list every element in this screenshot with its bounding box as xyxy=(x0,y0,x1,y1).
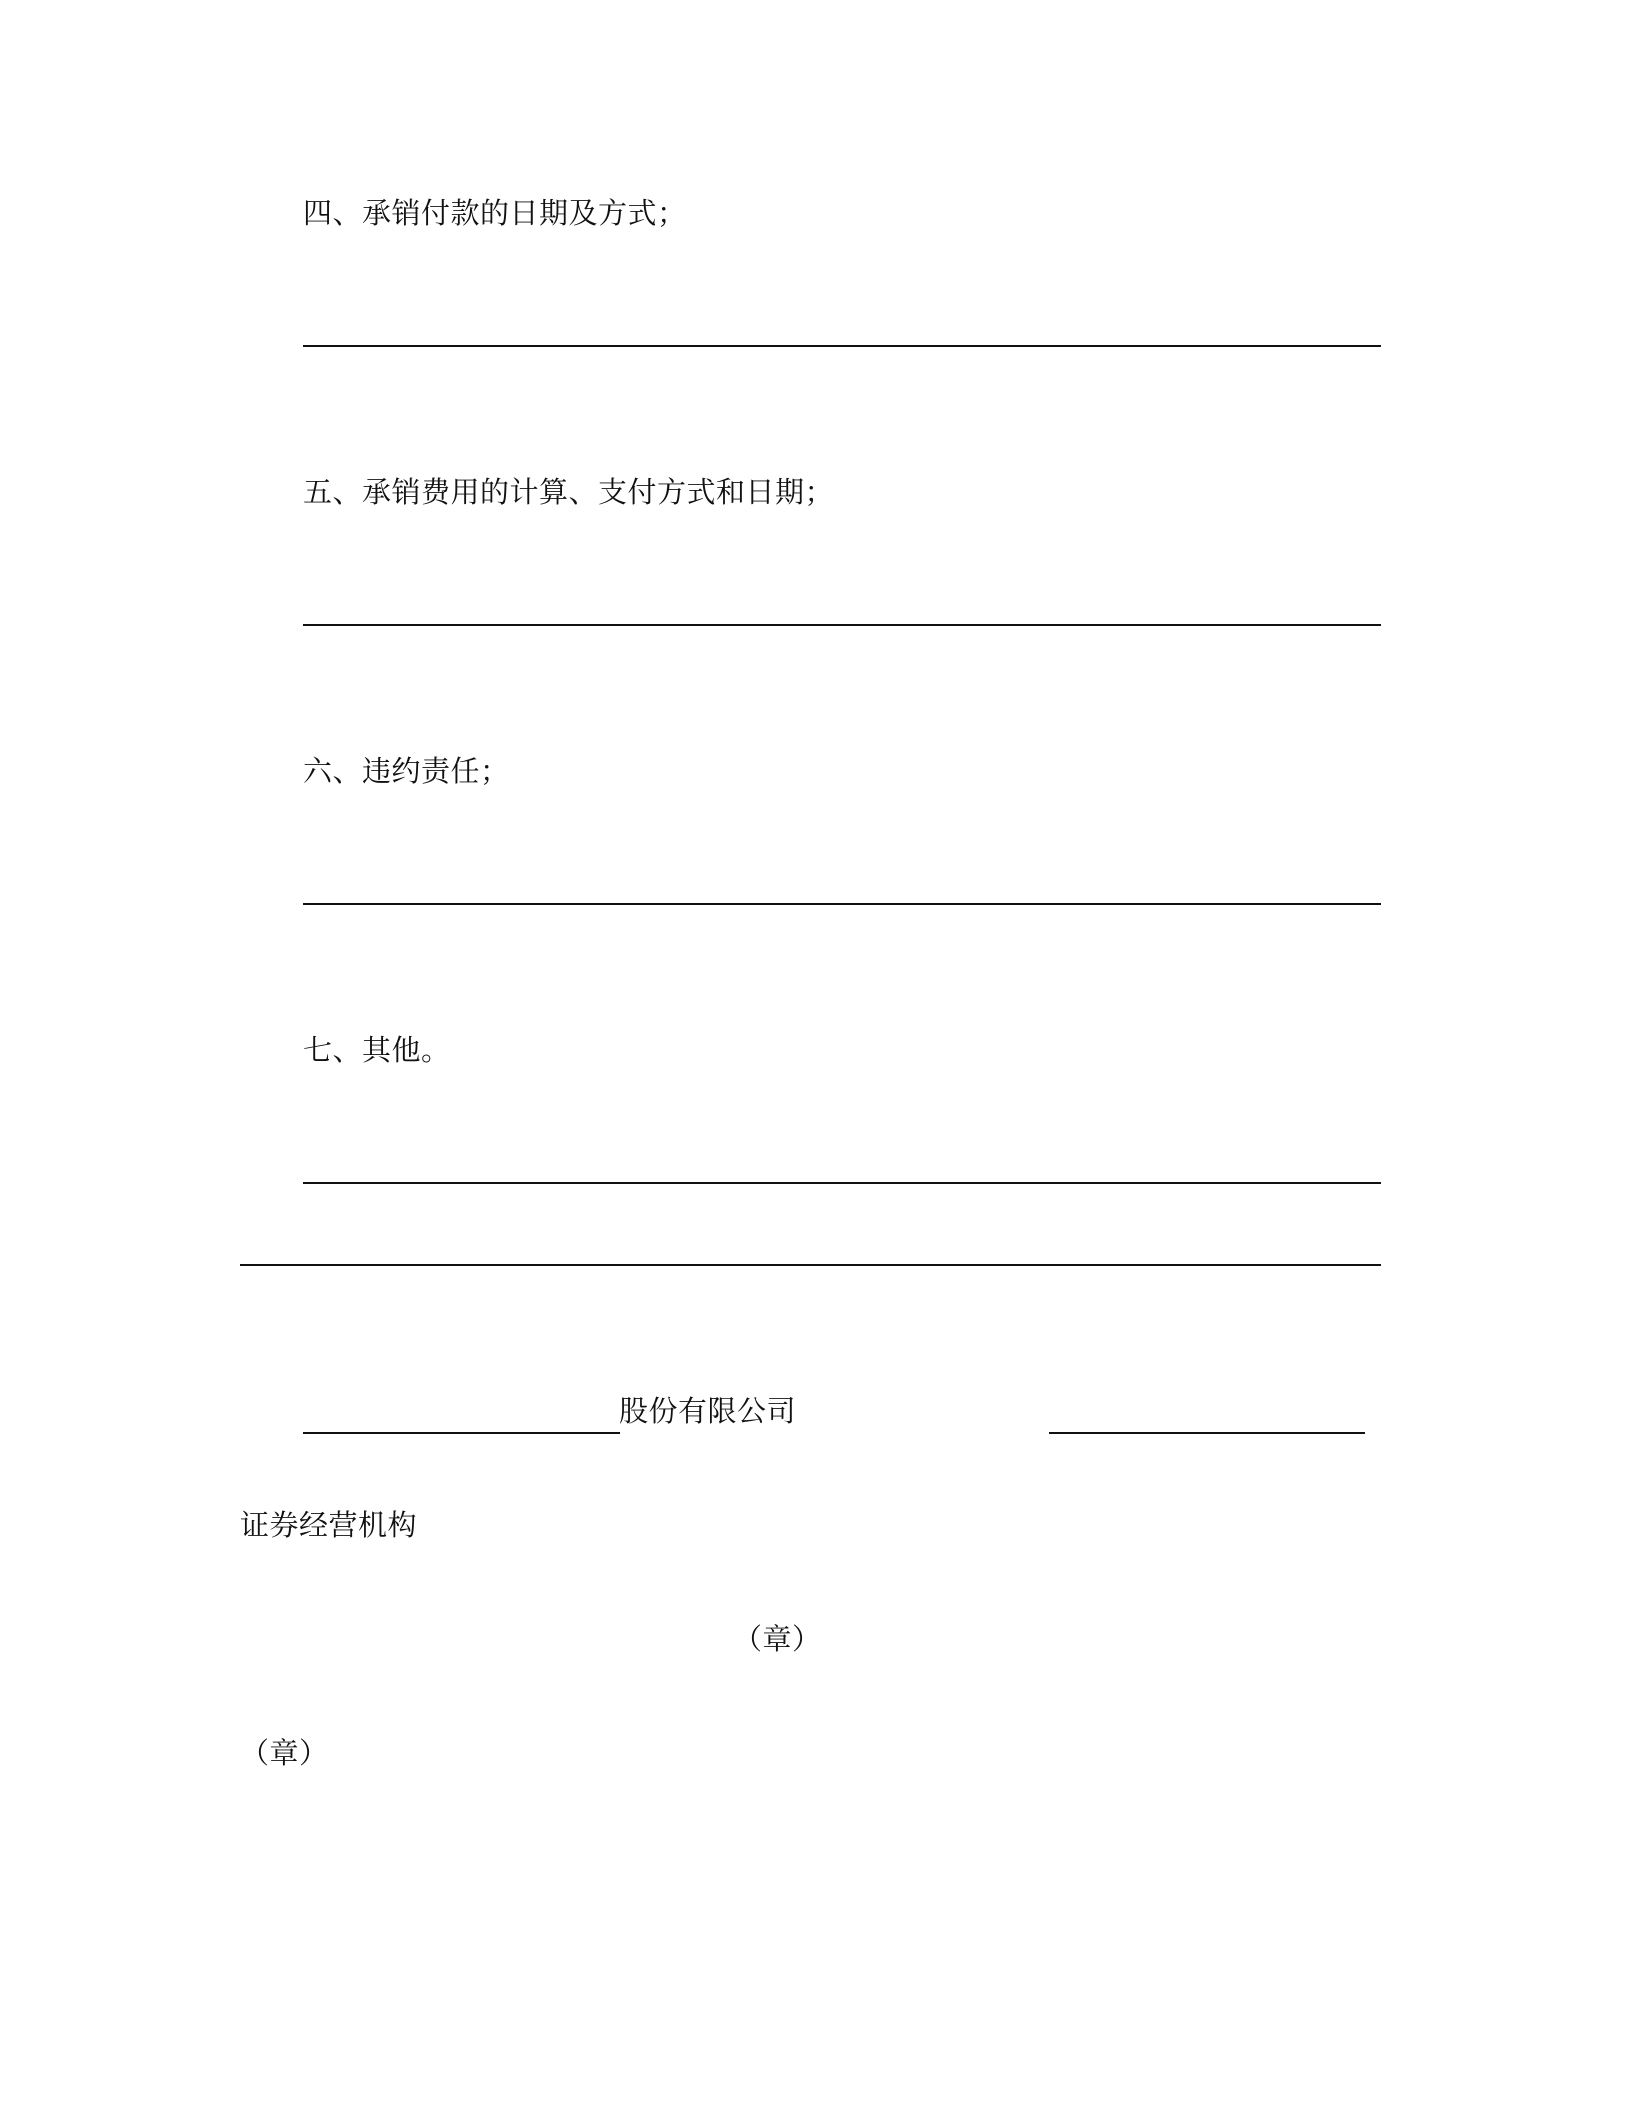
clause-5-heading: 五、承销费用的计算、支付方式和日期； xyxy=(303,475,835,509)
clause-7-heading: 七、其他。 xyxy=(303,1033,451,1067)
clause-4-blank-line xyxy=(303,345,1381,347)
company-name-blank xyxy=(303,1432,620,1434)
securities-firm-label: 证券经营机构 xyxy=(240,1508,418,1542)
clause-6-blank-line xyxy=(303,903,1381,905)
company-seal-label: （章） xyxy=(733,1622,822,1656)
clause-7-blank-line xyxy=(303,1182,1381,1184)
clause-5-blank-line xyxy=(303,624,1381,626)
section-divider xyxy=(240,1264,1381,1266)
securities-firm-seal-label: （章） xyxy=(240,1736,329,1770)
securities-firm-name-blank xyxy=(1049,1432,1365,1434)
clause-4-heading: 四、承销付款的日期及方式； xyxy=(303,196,687,230)
company-suffix: 股份有限公司 xyxy=(619,1394,797,1428)
clause-6-heading: 六、违约责任； xyxy=(303,754,510,788)
